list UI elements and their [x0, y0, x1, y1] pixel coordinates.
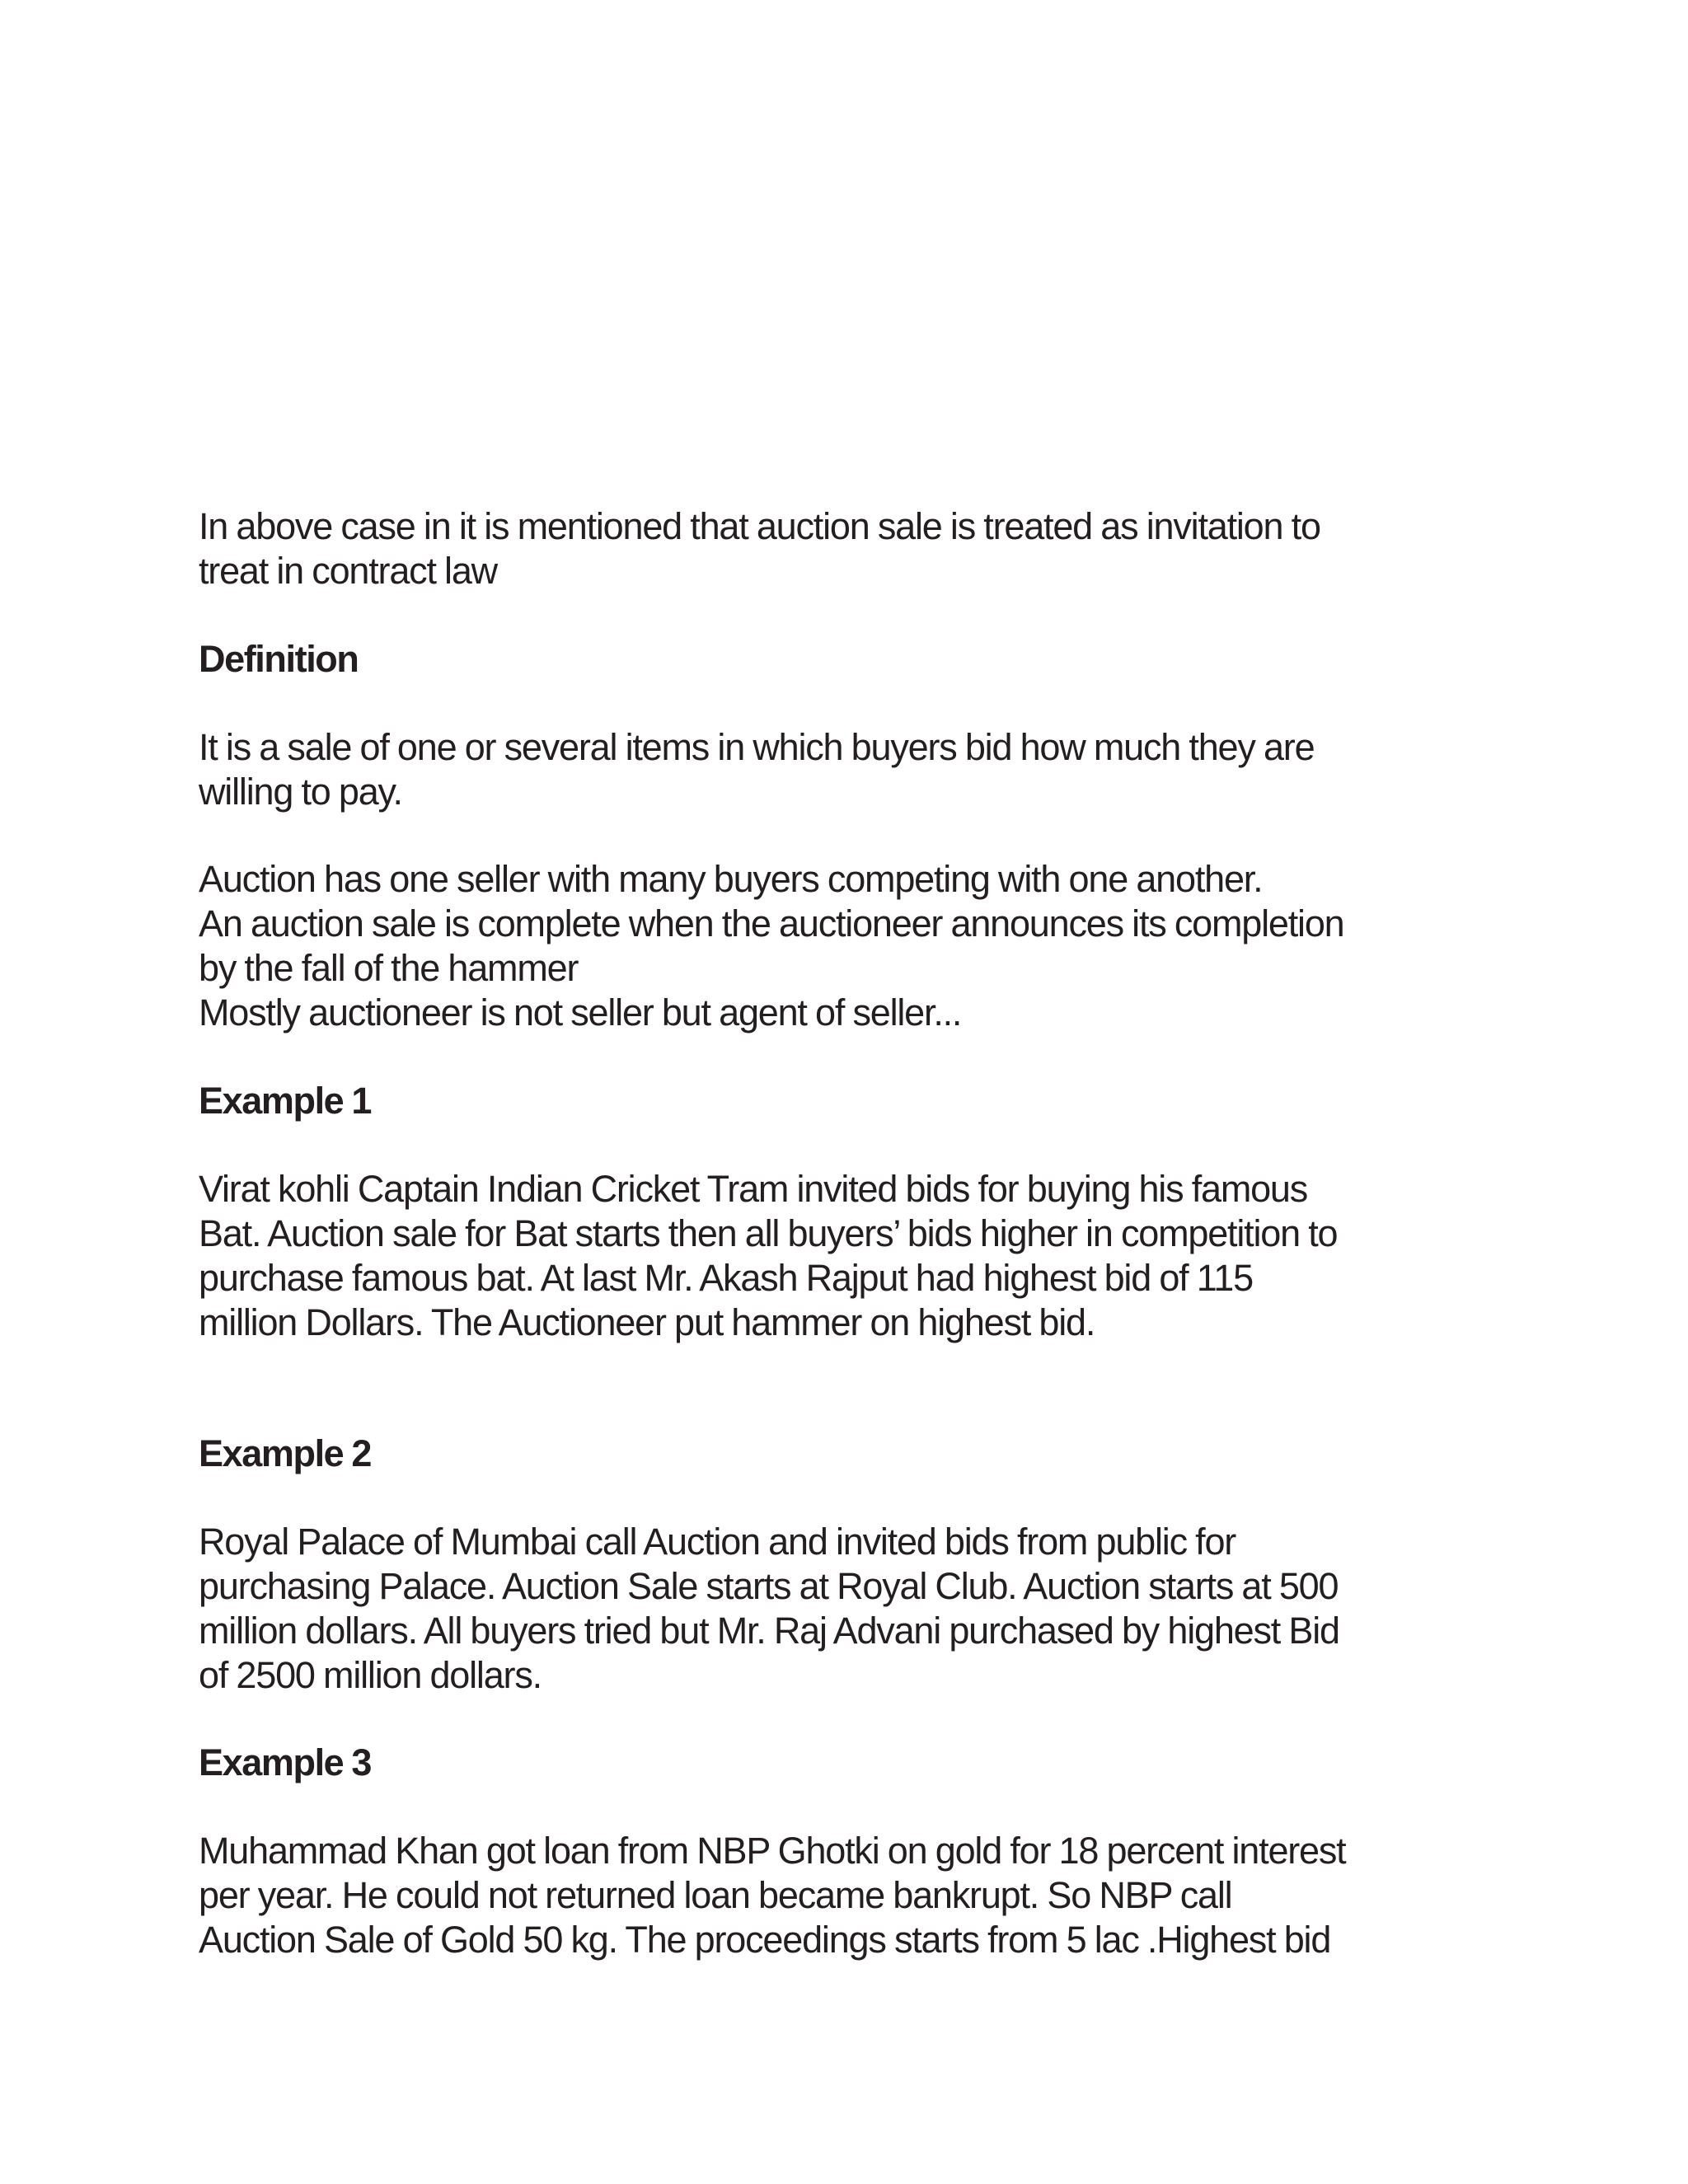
definition-paragraph-line: by the fall of the hammer	[199, 947, 579, 989]
example2-line: million dollars. All buyers tried but Mr. Raj Advani purchased by highest Bid	[199, 1610, 1339, 1652]
example3-heading: Example 3	[199, 1741, 372, 1783]
definition-paragraph-line: Mostly auctioneer is not seller but agent of seller...	[199, 991, 962, 1033]
example1-line: million Dollars. The Auctioneer put hammer on highest bid.	[199, 1301, 1095, 1343]
example1-line: Bat. Auction sale for Bat starts then all buyers’ bids higher in competition to	[199, 1212, 1338, 1254]
example2-line: Royal Palace of Mumbai call Auction and invited bids from public for	[199, 1521, 1236, 1563]
definition-paragraph-line: Auction has one seller with many buyers competing with one another.	[199, 858, 1263, 900]
example1-line: Virat kohli Captain Indian Cricket Tram invited bids for buying his famous	[199, 1168, 1308, 1210]
example3-line: Auction Sale of Gold 50 kg. The proceedings starts from 5 lac .Highest bid	[199, 1919, 1331, 1961]
example2-line: of 2500 million dollars.	[199, 1654, 542, 1696]
example1-line: purchase famous bat. At last Mr. Akash Rajput had highest bid of 115	[199, 1257, 1253, 1299]
example3-line: per year. He could not returned loan became bankrupt. So NBP call	[199, 1874, 1232, 1916]
intro-line: treat in contract law	[199, 550, 497, 592]
definition-paragraph-line: An auction sale is complete when the auctioneer announces its completion	[199, 902, 1344, 944]
definition-paragraph-line: willing to pay.	[199, 771, 402, 813]
example1-heading: Example 1	[199, 1080, 372, 1122]
definition-paragraph-line: It is a sale of one or several items in which buyers bid how much they are	[199, 726, 1315, 768]
example2-heading: Example 2	[199, 1432, 372, 1474]
example3-line: Muhammad Khan got loan from NBP Ghotki on gold for 18 percent interest	[199, 1830, 1346, 1872]
example2-line: purchasing Palace. Auction Sale starts at Royal Club. Auction starts at 500	[199, 1565, 1339, 1607]
intro-line: In above case in it is mentioned that auction sale is treated as invitation to	[199, 505, 1320, 547]
definition-heading: Definition	[199, 638, 359, 680]
